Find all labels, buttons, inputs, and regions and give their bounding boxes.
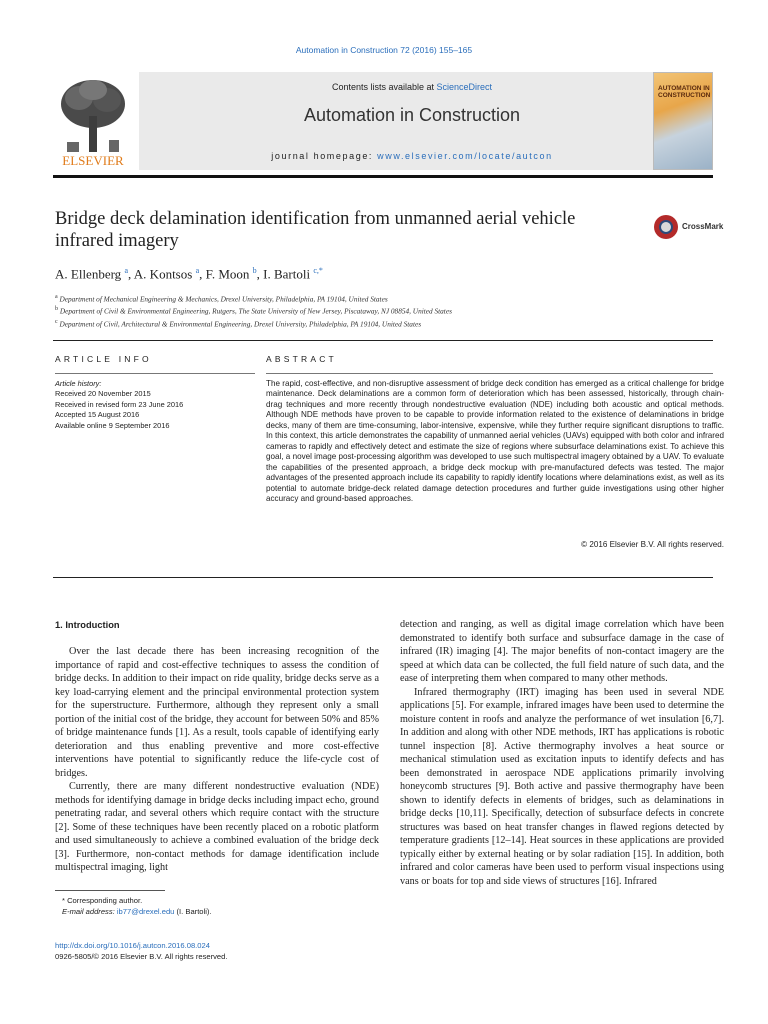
body-paragraph: Currently, there are many different nondestructive evaluation (NDE) methods for identifying damage in bridge decks including impact echo, ground penetrating radar, and several others which require contact with the structure [2]. Some of these techniques have been recently placed on a robotic platform and used simultaneously to achieve a combined evaluation of the bridge deck [3]. Furthermore, non-contact methods for damage identification include multispectral imaging, light [55, 781, 379, 873]
abstract-rule [266, 373, 713, 374]
affiliation-item [55, 317, 695, 329]
history-received: Received 20 November 2015 [55, 389, 151, 399]
author-name[interactable]: A. Kontsos [133, 266, 193, 282]
author-affiliation-marker[interactable]: c,* [313, 266, 323, 275]
homepage-prefix: journal homepage: [271, 151, 378, 161]
doi-block [55, 940, 227, 962]
contents-line [139, 82, 685, 92]
author-name[interactable]: I. Bartoli [263, 266, 311, 282]
author-name[interactable]: A. Ellenberg [55, 266, 122, 282]
history-revised: Received in revised form 23 June 2016 [55, 399, 184, 409]
elsevier-logo [53, 72, 133, 170]
crossmark-badge[interactable] [654, 213, 734, 243]
email-owner: (I. Bartoli). [174, 907, 212, 916]
affiliation-list [55, 292, 695, 329]
footnote-rule [55, 890, 165, 891]
affiliation-item [55, 292, 695, 304]
journal-banner [53, 72, 713, 170]
history-accepted: Accepted 15 August 2016 [55, 410, 140, 420]
affiliation-text: Department of Civil, Architectural & Environmental Engineering, Drexel University, Philadelphia, PA 19104, United States [59, 319, 422, 329]
header-rule [53, 175, 713, 178]
section-heading-introduction: 1. Introduction [55, 620, 120, 630]
footnote [62, 895, 362, 917]
cover-title: AUTOMATION IN CONSTRUCTION [658, 85, 711, 99]
abstract-copyright: © 2016 Elsevier B.V. All rights reserved. [581, 540, 724, 549]
affiliation-text: Department of Mechanical Engineering & Mechanics, Drexel University, Philadelphia, PA 19104, United States [59, 294, 388, 304]
affiliation-key: b [55, 306, 58, 313]
article-info-rule [55, 373, 255, 374]
article-history [55, 379, 255, 431]
contents-prefix: Contents lists available at [331, 82, 437, 92]
issn-line: 0926-5805/© 2016 Elsevier B.V. All rights reserved. [55, 952, 228, 961]
history-online: Available online 9 September 2016 [55, 420, 170, 430]
journal-citation[interactable]: Automation in Construction 72 (2016) 155–165 [295, 45, 473, 55]
affiliation-item [55, 304, 695, 316]
affiliation-key: a [55, 294, 58, 300]
body-rule [53, 577, 713, 578]
sciencedirect-link[interactable]: ScienceDirect [436, 82, 493, 92]
corresponding-author-text: Corresponding author. [67, 896, 143, 905]
crossmark-label: CrossMark [682, 222, 724, 231]
author-affiliation-marker[interactable]: b [252, 266, 257, 275]
abstract-text: The rapid, cost-effective, and non-disruptive assessment of bridge deck condition has emerged as a critical challenge for bridge maintenance. Deck delaminations are a common form of deterioration which has been assessed, historically, through chain-drag techniques and more recently through nondestructive evaluation (NDE) including both acoustic and optical methods. Although NDE methods have proven to be capable to provide information related to the existence of delaminations in bridge decks, many of them are time-consuming, labor-intensive, expensive, while they further require significant disruptions to traffic. In this context, this article demonstrates the capability of unmanned aerial vehicles (UAVs) equipped with both color and infrared cameras to rapidly and effectively detect and estimate the size of regions where subsurface delaminations exist. To achieve this goal, a novel image post-processing algorithm was developed to use such multispectral imagery obtained by a UAV. To evaluate the capabilities of the presented approach, a bridge deck mockup with pre-manufactured defects was tested. The major advantages of the presented approach include its capability to rapidly identify locations where delaminations exist, as well as its potential to automate bridge-deck related damage detection procedures and further guide investigations using other higher accuracy and ground-based approaches. [266, 379, 724, 503]
journal-header-box [139, 72, 685, 170]
article-info-heading: ARTICLE INFO [55, 354, 152, 364]
doi-link[interactable]: http://dx.doi.org/10.1016/j.autcon.2016.08.024 [55, 941, 210, 950]
author-list: A. Ellenberg $^a$, A. Kontsos $^a$, F. Moon $^b$, I. Bartoli $^{c,*}$ [55, 266, 323, 282]
body-column-left [55, 645, 379, 875]
author-affiliation-marker[interactable]: a [124, 266, 128, 275]
author-name[interactable]: F. Moon [205, 266, 250, 282]
journal-cover-thumbnail[interactable] [653, 72, 713, 170]
journal-homepage [139, 151, 685, 161]
history-label: Article history: [55, 379, 102, 388]
body-paragraph: detection and ranging, as well as digital image correlation which have been demonstrated to identify both surface and subsurface damage in the case of infrared (IR) imaging [4]. The major benefits of non-contact imagery are the speed at which data can be collected, the full field nature of such data, and the ease of interpreting them when compared to many other methods. [400, 619, 724, 684]
affiliation-text: Department of Civil & Environmental Engineering, Rutgers, The State University of New Jersey, Piscataway, NJ 08854, United States [59, 306, 452, 316]
crossmark-icon [654, 215, 678, 239]
email-label: E-mail address: [62, 907, 117, 916]
affiliation-key: c [55, 318, 58, 325]
body-paragraph: Over the last decade there has been increasing recognition of the importance of rapid and cost-effective techniques to assess the condition of bridge decks. In addition to their impact on ride quality, bridge decks serve as a key load-carrying element and the principal environmental protection system for the superstructure. Furthermore, although they represent only a small portion of the initial cost of the bridge, they account for between 50% and 85% of bridge maintenance funds [1]. As a result, tools capable of identifying early deterioration and thus enabling preventive and more cost-effective interventions have potential to significantly reduce the life-cycle cost of bridges. [55, 646, 379, 779]
corresponding-author-note: * Corresponding author. [62, 896, 143, 905]
section-rule [53, 340, 713, 341]
abstract-heading: ABSTRACT [266, 354, 337, 364]
body-column-right [400, 618, 724, 888]
email-link[interactable]: ib77@drexel.edu [116, 907, 175, 916]
journal-title: Automation in Construction [303, 105, 521, 125]
homepage-link[interactable]: www.elsevier.com/locate/autcon [377, 151, 553, 161]
elsevier-wordmark: ELSEVIER [62, 153, 124, 168]
author-affiliation-marker[interactable]: a [195, 266, 200, 275]
body-paragraph: Infrared thermography (IRT) imaging has been used in several NDE applications [5]. For example, infrared images have been used to determine the moisture content in roofs and analyze the performance of wet insulation [6,7]. In addition and along with other NDE methods, IRT has applications is robotic tunnel inspection [8]. Active thermography involves a heat source or mechanical stimulation used as excitation inputs to identify defects and has been demonstrated in aerospace NDE applications primarily involving honeycomb structures [9]. Both active and passive thermography have been shown to identify defects in elements of bridges, such as delaminations in bridge decks [10,11]. Specifically, detection of subsurface defects in concrete structures was based on heat transfer changes in flawed regions detected by temperature gradients [12–14]. Heat sources in these applications are provided typically either by external heating or by solar radiation [15]. In addition, both infrared and color cameras have been used to perform visual inspections using vans or boats for top and side views of structures [16]. Infrared [400, 686, 724, 887]
paper-title: Bridge deck delamination identification from unmanned aerial vehicle infrared imagery [55, 209, 576, 251]
email-note [62, 906, 362, 917]
